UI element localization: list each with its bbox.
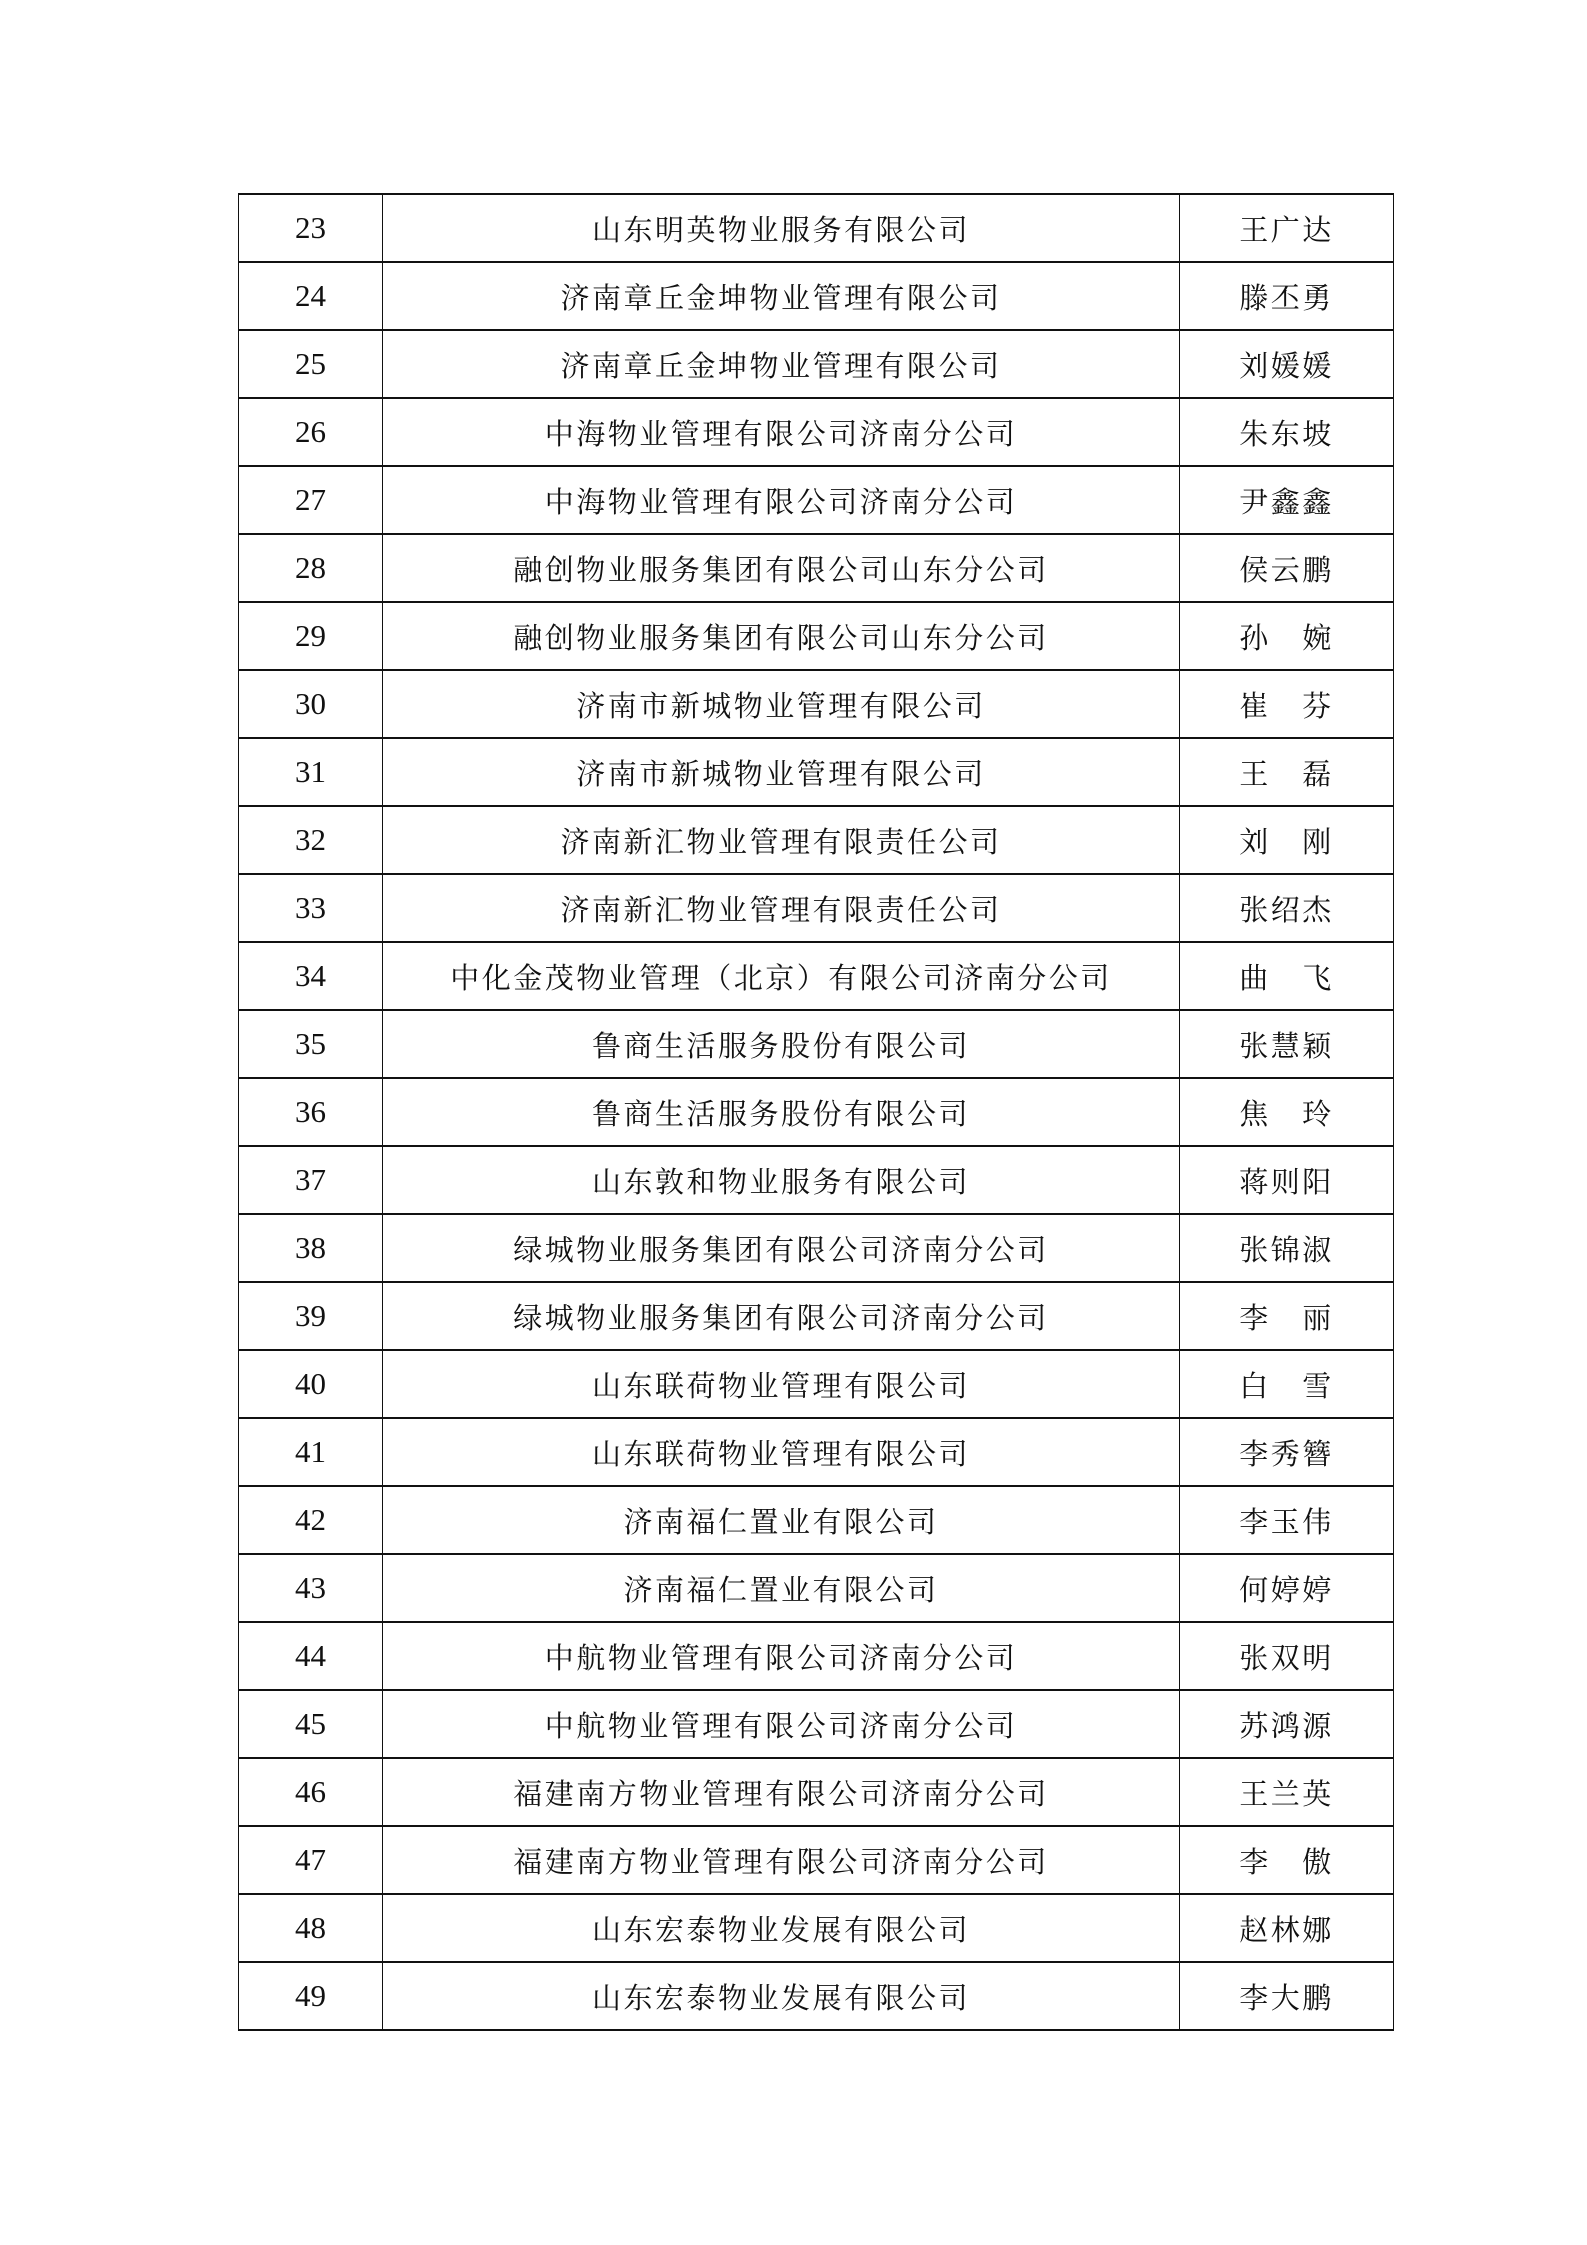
table-row bbox=[239, 1418, 1394, 1486]
table-row bbox=[239, 1486, 1394, 1554]
table-row bbox=[239, 1350, 1394, 1418]
person-name: 蒋则阳 bbox=[1180, 1146, 1394, 1214]
row-number: 41 bbox=[239, 1418, 383, 1486]
table-row bbox=[239, 1282, 1394, 1350]
row-number: 34 bbox=[239, 942, 383, 1010]
table-row bbox=[239, 1962, 1394, 2030]
table-row bbox=[239, 1758, 1394, 1826]
person-name: 李玉伟 bbox=[1180, 1486, 1394, 1554]
person-name: 侯云鹏 bbox=[1180, 534, 1394, 602]
company-name: 济南新汇物业管理有限责任公司 bbox=[383, 806, 1180, 874]
row-number: 47 bbox=[239, 1826, 383, 1894]
table-row bbox=[239, 670, 1394, 738]
company-name: 融创物业服务集团有限公司山东分公司 bbox=[383, 602, 1180, 670]
row-number: 33 bbox=[239, 874, 383, 942]
row-number: 45 bbox=[239, 1690, 383, 1758]
company-name: 中航物业管理有限公司济南分公司 bbox=[383, 1690, 1180, 1758]
row-number: 37 bbox=[239, 1146, 383, 1214]
row-number: 40 bbox=[239, 1350, 383, 1418]
table-row bbox=[239, 806, 1394, 874]
company-name: 山东宏泰物业发展有限公司 bbox=[383, 1962, 1180, 2030]
table-row bbox=[239, 942, 1394, 1010]
row-number: 31 bbox=[239, 738, 383, 806]
table-row bbox=[239, 1010, 1394, 1078]
row-number: 30 bbox=[239, 670, 383, 738]
table-row bbox=[239, 466, 1394, 534]
person-name: 李大鹏 bbox=[1180, 1962, 1394, 2030]
person-name: 孙 婉 bbox=[1180, 602, 1394, 670]
table-row bbox=[239, 534, 1394, 602]
company-name: 山东联荷物业管理有限公司 bbox=[383, 1418, 1180, 1486]
row-number: 24 bbox=[239, 262, 383, 330]
company-name: 中化金茂物业管理（北京）有限公司济南分公司 bbox=[383, 942, 1180, 1010]
company-name: 济南市新城物业管理有限公司 bbox=[383, 670, 1180, 738]
person-name: 刘媛媛 bbox=[1180, 330, 1394, 398]
row-number: 49 bbox=[239, 1962, 383, 2030]
table-row bbox=[239, 194, 1394, 262]
person-name: 苏鸿源 bbox=[1180, 1690, 1394, 1758]
table-row bbox=[239, 1894, 1394, 1962]
person-name: 王 磊 bbox=[1180, 738, 1394, 806]
company-name: 山东敦和物业服务有限公司 bbox=[383, 1146, 1180, 1214]
roster-table-body bbox=[239, 194, 1394, 2030]
row-number: 39 bbox=[239, 1282, 383, 1350]
person-name: 张锦淑 bbox=[1180, 1214, 1394, 1282]
row-number: 38 bbox=[239, 1214, 383, 1282]
company-name: 济南新汇物业管理有限责任公司 bbox=[383, 874, 1180, 942]
person-name: 朱东坡 bbox=[1180, 398, 1394, 466]
row-number: 26 bbox=[239, 398, 383, 466]
person-name: 何婷婷 bbox=[1180, 1554, 1394, 1622]
company-name: 鲁商生活服务股份有限公司 bbox=[383, 1078, 1180, 1146]
company-name: 福建南方物业管理有限公司济南分公司 bbox=[383, 1826, 1180, 1894]
person-name: 李秀簪 bbox=[1180, 1418, 1394, 1486]
person-name: 尹鑫鑫 bbox=[1180, 466, 1394, 534]
company-name: 中海物业管理有限公司济南分公司 bbox=[383, 398, 1180, 466]
company-name: 福建南方物业管理有限公司济南分公司 bbox=[383, 1758, 1180, 1826]
table-row bbox=[239, 1078, 1394, 1146]
row-number: 32 bbox=[239, 806, 383, 874]
company-name: 鲁商生活服务股份有限公司 bbox=[383, 1010, 1180, 1078]
person-name: 滕丕勇 bbox=[1180, 262, 1394, 330]
company-name: 济南福仁置业有限公司 bbox=[383, 1554, 1180, 1622]
row-number: 48 bbox=[239, 1894, 383, 1962]
table-row bbox=[239, 1214, 1394, 1282]
table-row bbox=[239, 1554, 1394, 1622]
company-name: 中航物业管理有限公司济南分公司 bbox=[383, 1622, 1180, 1690]
person-name: 崔 芬 bbox=[1180, 670, 1394, 738]
row-number: 25 bbox=[239, 330, 383, 398]
row-number: 46 bbox=[239, 1758, 383, 1826]
row-number: 29 bbox=[239, 602, 383, 670]
table-row bbox=[239, 602, 1394, 670]
company-name: 绿城物业服务集团有限公司济南分公司 bbox=[383, 1214, 1180, 1282]
company-name: 济南章丘金坤物业管理有限公司 bbox=[383, 330, 1180, 398]
table-row bbox=[239, 330, 1394, 398]
company-name: 山东宏泰物业发展有限公司 bbox=[383, 1894, 1180, 1962]
table-row bbox=[239, 1826, 1394, 1894]
table-row bbox=[239, 874, 1394, 942]
person-name: 王兰英 bbox=[1180, 1758, 1394, 1826]
person-name: 张绍杰 bbox=[1180, 874, 1394, 942]
person-name: 曲 飞 bbox=[1180, 942, 1394, 1010]
row-number: 42 bbox=[239, 1486, 383, 1554]
person-name: 李 丽 bbox=[1180, 1282, 1394, 1350]
row-number: 36 bbox=[239, 1078, 383, 1146]
person-name: 赵林娜 bbox=[1180, 1894, 1394, 1962]
person-name: 刘 刚 bbox=[1180, 806, 1394, 874]
person-name: 李 傲 bbox=[1180, 1826, 1394, 1894]
company-name: 绿城物业服务集团有限公司济南分公司 bbox=[383, 1282, 1180, 1350]
row-number: 23 bbox=[239, 194, 383, 262]
row-number: 35 bbox=[239, 1010, 383, 1078]
roster-table bbox=[238, 193, 1394, 2031]
person-name: 张慧颖 bbox=[1180, 1010, 1394, 1078]
row-number: 44 bbox=[239, 1622, 383, 1690]
person-name: 王广达 bbox=[1180, 194, 1394, 262]
table-row bbox=[239, 262, 1394, 330]
row-number: 27 bbox=[239, 466, 383, 534]
company-name: 济南章丘金坤物业管理有限公司 bbox=[383, 262, 1180, 330]
company-name: 山东明英物业服务有限公司 bbox=[383, 194, 1180, 262]
company-name: 融创物业服务集团有限公司山东分公司 bbox=[383, 534, 1180, 602]
table-row bbox=[239, 1622, 1394, 1690]
person-name: 张双明 bbox=[1180, 1622, 1394, 1690]
person-name: 白 雪 bbox=[1180, 1350, 1394, 1418]
company-name: 山东联荷物业管理有限公司 bbox=[383, 1350, 1180, 1418]
table-row bbox=[239, 1146, 1394, 1214]
person-name: 焦 玲 bbox=[1180, 1078, 1394, 1146]
company-name: 济南市新城物业管理有限公司 bbox=[383, 738, 1180, 806]
row-number: 28 bbox=[239, 534, 383, 602]
table-row bbox=[239, 738, 1394, 806]
table-row bbox=[239, 398, 1394, 466]
row-number: 43 bbox=[239, 1554, 383, 1622]
company-name: 中海物业管理有限公司济南分公司 bbox=[383, 466, 1180, 534]
table-row bbox=[239, 1690, 1394, 1758]
company-name: 济南福仁置业有限公司 bbox=[383, 1486, 1180, 1554]
